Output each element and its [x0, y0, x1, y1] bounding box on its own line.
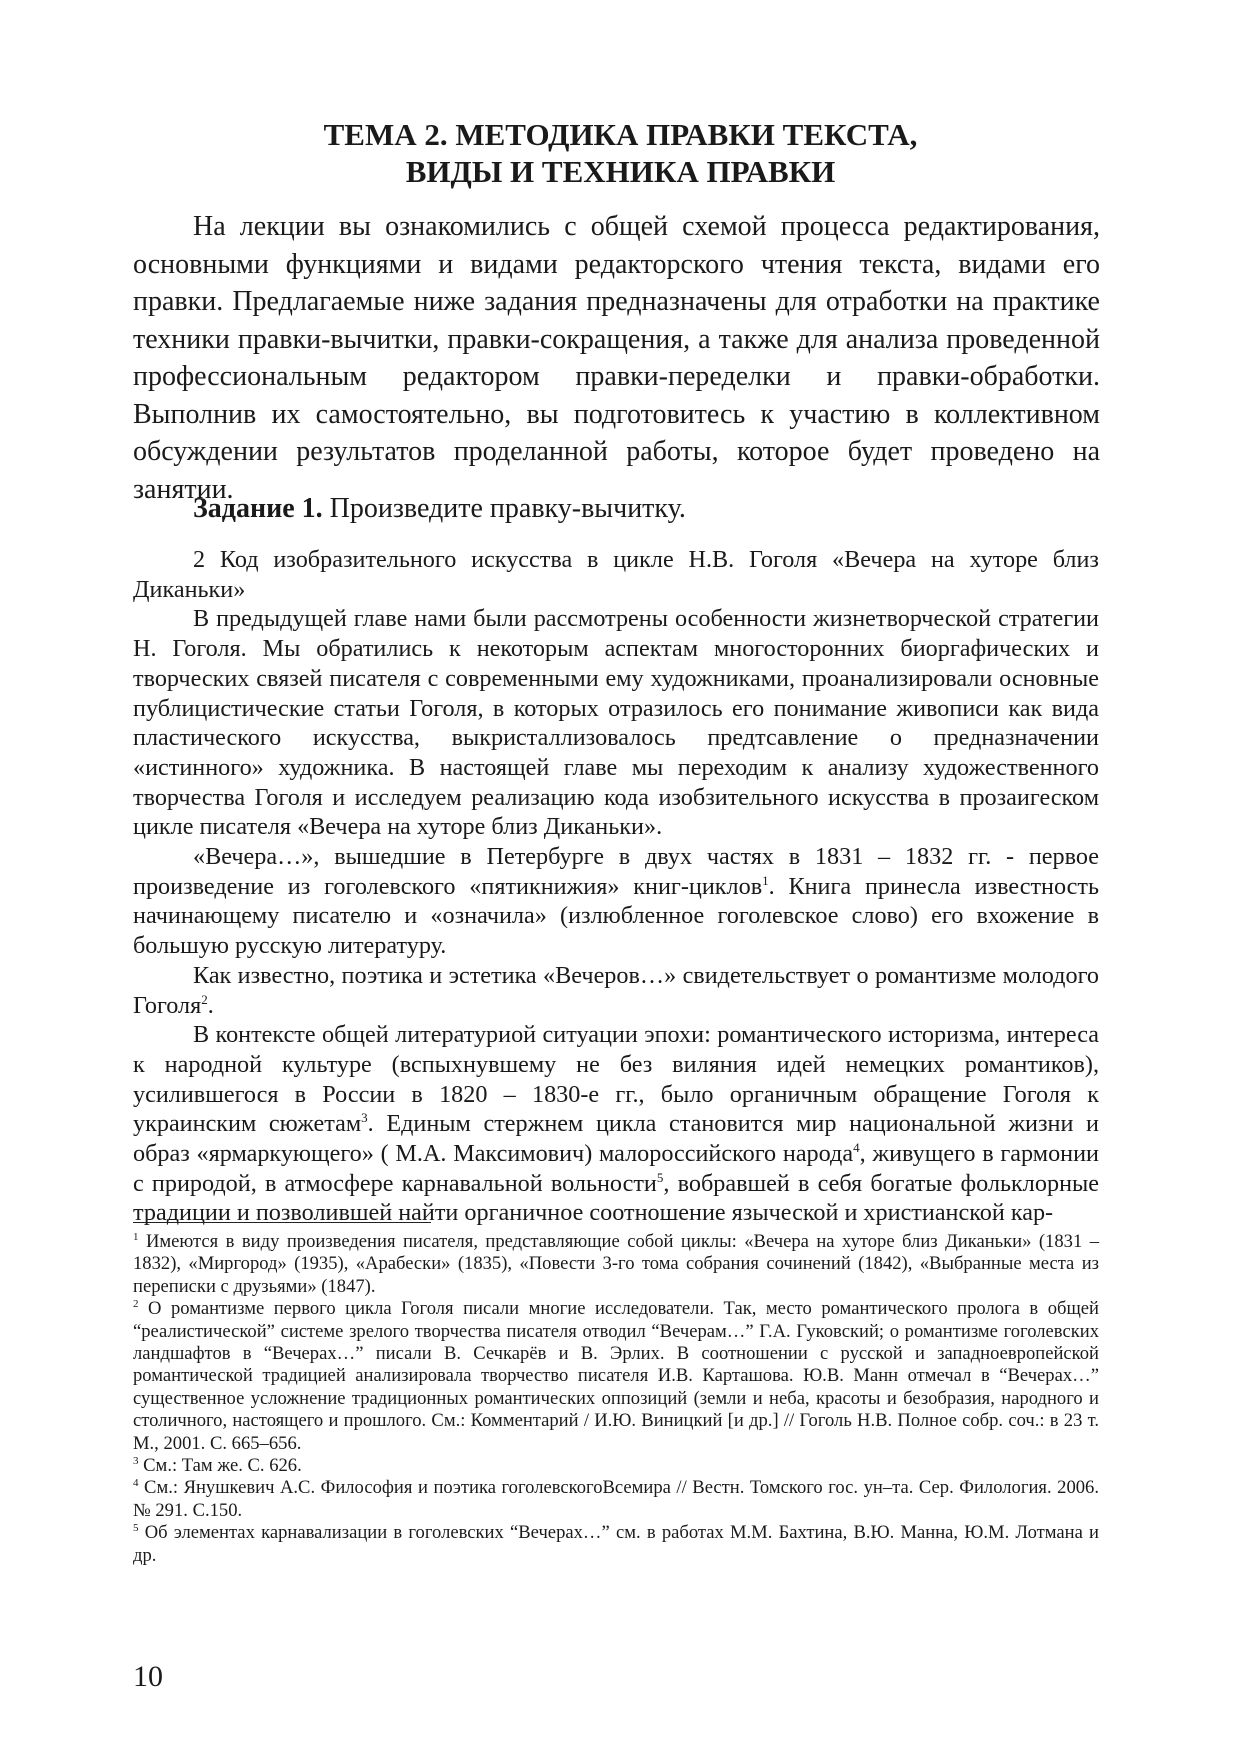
- paragraph-text: . Единым стержнем цикла становится мир национальной жизни и образ «ярмаркующего» ( М.А. Максимович) малороссийского народа: [133, 1110, 1099, 1168]
- footnote-ref-2: 2: [201, 991, 208, 1007]
- exercise-paragraph-2: [133, 842, 1099, 961]
- exercise-paragraph-1: В предыдущей главе нами были рассмотрены особенности жизнетворческой стратегии Н. Гоголя. Мы обратились к некоторым аспектам многосторонних биоргафических и творческих связей писателя с современными ему художниками, проанализировали основные публицистические статьи Гоголя, в которых отразилось его понимание живописи как вида пластического искусства, выкристаллизовалось предтсавление о предназначении «истинного» художника. В настоящей главе мы переходим к анализу художественного творчества Гоголя и исследуем реализацию кода изобзительного искусства в прозаигеском цикле писателя «Вечера на хуторе близ Диканьки».: [133, 605, 1099, 841]
- footnote-5: [133, 1522, 1099, 1567]
- footnote-text: Имеются в виду произведения писателя, представляющие собой циклы: «Вечера на хуторе близ Диканьки» (1831 – 1832), «Миргород» (1935), «Арабески» (1835), «Повести 3-го тома собрания сочинений (1842), «Выбранные места из переписки с друзьями» (1847).: [133, 1231, 1099, 1297]
- title-line-2: ВИДЫ И ТЕХНИКА ПРАВКИ: [405, 154, 836, 189]
- footnote-text: Об элементах карнавализации в гоголевских “Вечерах…” см. в работах М.М. Бахтина, В.Ю. Манна, Ю.М. Лотмана и др.: [133, 1522, 1100, 1566]
- exercise-heading: 2 Код изобразительного искусства в цикле Н.В. Гоголя «Вечера на хуторе близ Диканьки»: [133, 546, 1099, 603]
- footnote-marker: 5: [133, 1522, 139, 1535]
- page-number: 10: [133, 1660, 163, 1693]
- exercise-paragraph-3: [133, 961, 1099, 1020]
- title-line-1: ТЕМА 2. МЕТОДИКА ПРАВКИ ТЕКСТА,: [323, 117, 918, 152]
- intro-section: [133, 208, 1100, 508]
- exercise-text: [133, 545, 1099, 1228]
- footnote-marker: 3: [133, 1454, 139, 1467]
- paragraph-text: Как известно, поэтика и эстетика «Вечеров…» свидетельствует о романтизме молодого Гоголя: [133, 961, 1099, 1019]
- footnote-marker: 4: [133, 1477, 139, 1490]
- paragraph-text: . Книга принесла известность начинающему писателю и «означила» (излюбленное гоголевское слово) его вхожение в большую русскую литературу.: [133, 872, 1099, 960]
- footnote-marker: 1: [133, 1230, 139, 1243]
- exercise-paragraph-4: [133, 1020, 1099, 1228]
- footnote-divider: [133, 1222, 431, 1223]
- task-text: Произведите правку-вычитку.: [322, 493, 686, 524]
- page-title: [0, 116, 1241, 190]
- footnote-4: [133, 1477, 1099, 1522]
- footnote-text: См.: Там же. С. 626.: [143, 1455, 302, 1477]
- task-heading: [133, 490, 1100, 527]
- footnote-ref-3: 3: [361, 1110, 368, 1126]
- paragraph-text: , вобравшей в себя богатые фольклорные традиции и позволившей найти органичное соотношение языческой и христианской кар-: [133, 1169, 1099, 1227]
- footnote-text: О романтизме первого цикла Гоголя писали многие исследователи. Так, место романтического пролога в общей “реалистической” системе зрелого творчества писателя отводил “Вечерам…” Г.А. Гуковский; о романтизме гоголевских ландшафтов в “Вечерах…” писали В. Сечкарёв и В. Эрлих. В соотношении с русской и западноевропейской романтической традицией анализировала творчество писателя И.В. Карташова. Ю.В. Манн отмечал в “Вечерах…” существенное усложнение традиционных романтических оппозиций (земли и неба, красоты и безобразия, народного и столичного, настоящего и прошлого. См.: Комментарий / И.Ю. Виницкий [и др.] // Гоголь Н.В. Полное собр. соч.: в 23 т. М., 2001. С. 665–656.: [133, 1298, 1099, 1454]
- footnote-1: [133, 1231, 1099, 1298]
- task-label: Задание 1.: [193, 493, 323, 524]
- paragraph-text: .: [207, 991, 214, 1019]
- footnote-marker: 2: [133, 1298, 139, 1311]
- footnotes: [133, 1231, 1099, 1567]
- footnote-2: [133, 1298, 1099, 1455]
- paragraph-text: , живущего в гармонии с природой, в атмосфере карнавальной вольности: [133, 1140, 1099, 1197]
- footnote-3: [133, 1455, 1099, 1477]
- footnote-ref-5: 5: [656, 1169, 664, 1185]
- intro-paragraph: На лекции вы ознакомились с общей схемой процесса редактирования, основными функциями и видами редакторского чтения текста, видами его правки. Предлагаемые ниже задания предназначены для отработки на практике техники правки-вычитки, правки-сокращения, а также для анализа проведенной профессиональным редактором правки-переделки и правки-обработки. Выполнив их самостоятельно, вы подготовитесь к участию в коллективном обсуждении результатов проделанной работы, которое будет проведено на занятии.: [133, 211, 1100, 505]
- footnote-text: См.: Янушкевич А.С. Философия и поэтика гоголевскогоВсемира // Вестн. Томского гос. ун–та. Сер. Филология. 2006. № 291. С.150.: [133, 1477, 1099, 1521]
- paragraph-text: В контексте общей литературиой ситуации эпохи: романтического историзма, интереса к народной культуре (вспыхнувшему не без виляния идей немецких романтиков), усилившегося в России в 1820 – 1830-е гг., было органичным обращение Гоголя к украинским сюжетам: [133, 1021, 1099, 1138]
- footnote-ref-4: 4: [853, 1140, 860, 1155]
- paragraph-text: «Вечера…», вышедшие в Петербурге в двух частях в 1831 – 1832 гг. - первое произведение из гоголевского «пятикнижия» книг-циклов: [133, 843, 1099, 900]
- footnote-ref-1: 1: [762, 872, 769, 888]
